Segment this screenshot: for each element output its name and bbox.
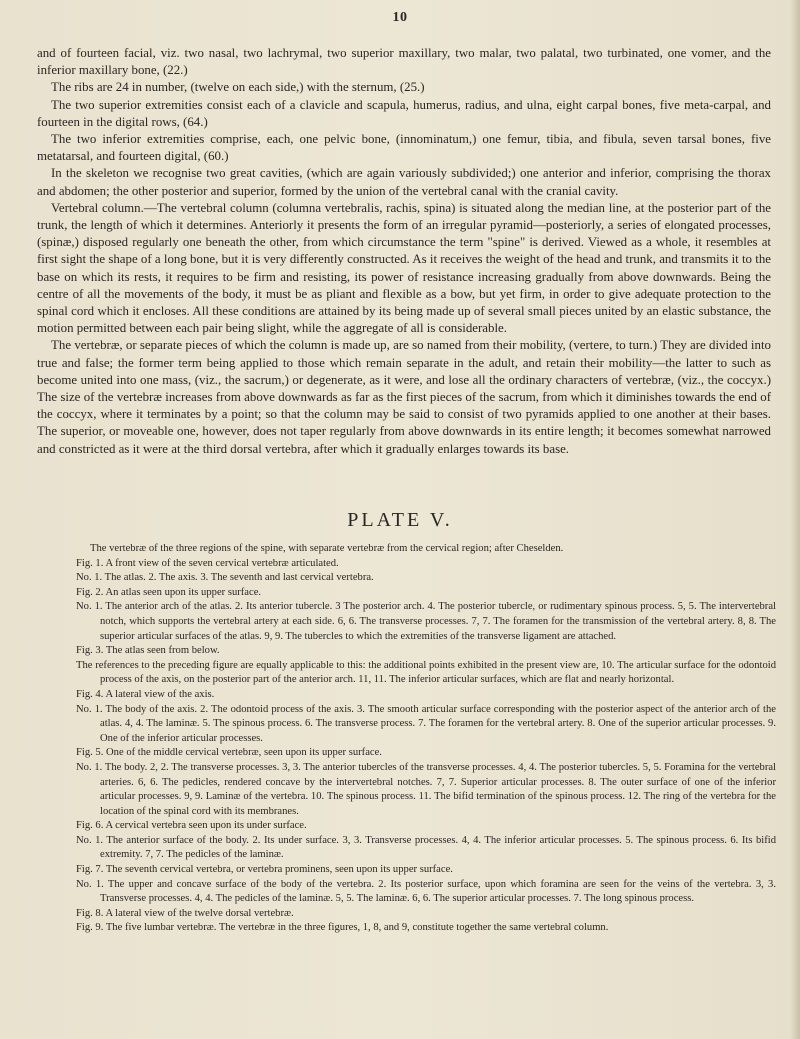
body-paragraph: The vertebræ, or separate pieces of which the column is made up, are so named from their mobility, (vertere, to turn.) They are divided into true and false; the former term being applied to those which remain separate in the adult, and retain their mobility—the latter to such as become united into one mass, (viz., the sacrum,) or degenerate, as it were, and lose all the ordinary characters of vertebræ, (viz., the coccyx.) The size of the vertebræ increases from above downwards as far as the first pieces of the sacrum, from which it diminishes towards the end of the coccyx, where it terminates by a point; so that the column may be said to consist of two pyramids applied to one another at their bases. The superior, or moveable one, however, does not taper regularly from above downwards in its entire length; it becomes somewhat narrowed and constricted as it were at the third dorsal vertebra, after which it gradually enlarges towards its base.: [37, 338, 771, 456]
body-paragraph: In the skeleton we recognise two great cavities, (which are again variously subdivided;) one anterior and inferior, comprising the thorax and abdomen; the other posterior and superior, formed by the union of the vertebral canal with the cranial cavity.: [37, 166, 771, 198]
plate-entry: No. 1. The body. 2, 2. The transverse processes. 3, 3. The anterior tubercles of the transverse processes. 4, 4. The posterior tubercles. 5, 5. Foramina for the vertebral arteries. 6, 6. The pedicles, rendered concave by the intervertebral notches. 7, 7. Superior articular processes. 8. The outer surface of one of the inferior articular processes. 9, 9. Laminæ of the vertebra. 10. The spinous process. 11. The bifid termination of the spinous process. 12. The ring of the vertebra for the location of the spinal cord with its membranes.: [76, 761, 776, 817]
plate-explanation: [76, 542, 776, 936]
body-text: [37, 45, 771, 458]
plate-title: PLATE V.: [347, 509, 453, 531]
plate-entry: Fig. 1. A front view of the seven cervical vertebræ articulated.: [76, 557, 339, 569]
body-paragraph: The ribs are 24 in number, (twelve on each side,) with the sternum, (25.): [51, 80, 425, 95]
plate-entry: Fig. 7. The seventh cervical vertebra, or vertebra prominens, seen upon its upper surface.: [76, 864, 453, 876]
plate-entry: Fig. 6. A cervical vertebra seen upon its under surface.: [76, 820, 307, 832]
plate-intro: The vertebræ of the three regions of the spine, with separate vertebræ from the cervical region; after Cheselden.: [90, 543, 564, 554]
plate-entry: The references to the preceding figure are equally applicable to this: the additional points exhibited in the present view are, 10. The articular surface for the odontoid process of the axis, on the posterior part of the anterior arch. 11, 11. The inferior articular surfaces, which are flat and nearly horizontal.: [76, 659, 776, 686]
plate-entry: No. 1. The anterior surface of the body. 2. Its under surface. 3, 3. Transverse processes. 4, 4. The inferior articular processes. 5. The spinous process. 6. Its bifid extremity. 7, 7. The pedicles of the laminæ.: [76, 834, 776, 861]
page-number: 10: [392, 10, 408, 25]
plate-entry: Fig. 4. A lateral view of the axis.: [76, 688, 215, 700]
plate-entry: No. 1. The upper and concave surface of the body of the vertebra. 2. Its posterior surface, upon which foramina are seen for the veins of the vertebra. 3, 3. Transverse processes. 4, 4. The pedicles of the laminæ. 5, 5. The laminæ. 6, 6. The superior articular processes. 7. The long spinous process.: [76, 878, 776, 905]
plate-entry: No. 1. The anterior arch of the atlas. 2. Its anterior tubercle. 3 The posterior arch. 4. The posterior tubercle, or rudimentary spinous process. 5, 5. The intervertebral notch, which supports the vertebral artery at each side. 6, 6. The transverse processes. 7, 7. The foramen for the transmission of the vertebral artery. 8, 8. The superior articular surfaces of the atlas. 9, 9. The tubercles to which the extremities of the transverse ligament are attached.: [76, 601, 776, 642]
plate-entry: Fig. 8. A lateral view of the twelve dorsal vertebræ.: [76, 907, 294, 919]
plate-entry: No. 1. The body of the axis. 2. The odontoid process of the axis. 3. The smooth articular surface corresponding with the posterior aspect of the anterior arch of the atlas. 4, 4. The laminæ. 5. The spinous process. 6. The transverse process. 7. The foramen for the vertebral artery. 8. One of the superior articular processes. 9. One of the inferior articular processes.: [76, 703, 776, 744]
page-edge-shadow: [790, 0, 800, 1039]
plate-entry: Fig. 3. The atlas seen from below.: [76, 645, 220, 657]
plate-entry: Fig. 9. The five lumbar vertebræ. The vertebræ in the three figures, 1, 8, and 9, constitute together the same vertebral column.: [76, 922, 609, 934]
plate-entry: Fig. 5. One of the middle cervical vertebræ, seen upon its upper surface.: [76, 747, 382, 759]
body-paragraph: Vertebral column.—The vertebral column (columna vertebralis, rachis, spina) is situated along the median line, at the posterior part of the trunk, the length of which it determines. Anteriorly it presents the form of an irregular pyramid—posteriorly, a series of elongated processes, (spinæ,) disposed regularly one beneath the other, from which circumstance the term "spine" is derived. Viewed as a whole, it resembles at first sight the shape of a long bone, but it is very differently constructed. As it receives the weight of the head and trunk, and transmits it to the base on which its rests, it requires to be firm and resisting, its power of resistance increasing gradually from above downwards. Being the centre of all the movements of the body, it must be as pliant and flexible as a bow, but yet firm, in order to give adequate protection to the spinal cord which it encloses. All these conditions are attained by its being made up of several small pieces united by an elastic substance, the motion permitted between each pair being slight, while the aggregate of all is considerable.: [37, 200, 771, 336]
plate-entry: No. 1. The atlas. 2. The axis. 3. The seventh and last cervical vertebra.: [76, 572, 374, 584]
plate-entry: Fig. 2. An atlas seen upon its upper surface.: [76, 586, 262, 598]
body-paragraph: and of fourteen facial, viz. two nasal, two lachrymal, two superior maxillary, two malar, two palatal, two turbinated, one vomer, and the inferior maxillary bone, (22.): [37, 46, 771, 78]
body-paragraph: The two inferior extremities comprise, each, one pelvic bone, (innominatum,) one femur, tibia, and fibula, seven tarsal bones, five metatarsal, and fourteen digital, (60.): [37, 132, 771, 164]
body-paragraph: The two superior extremities consist each of a clavicle and scapula, humerus, radius, and ulna, eight carpal bones, five meta-carpal, and fourteen in the digital rows, (64.): [37, 97, 771, 129]
